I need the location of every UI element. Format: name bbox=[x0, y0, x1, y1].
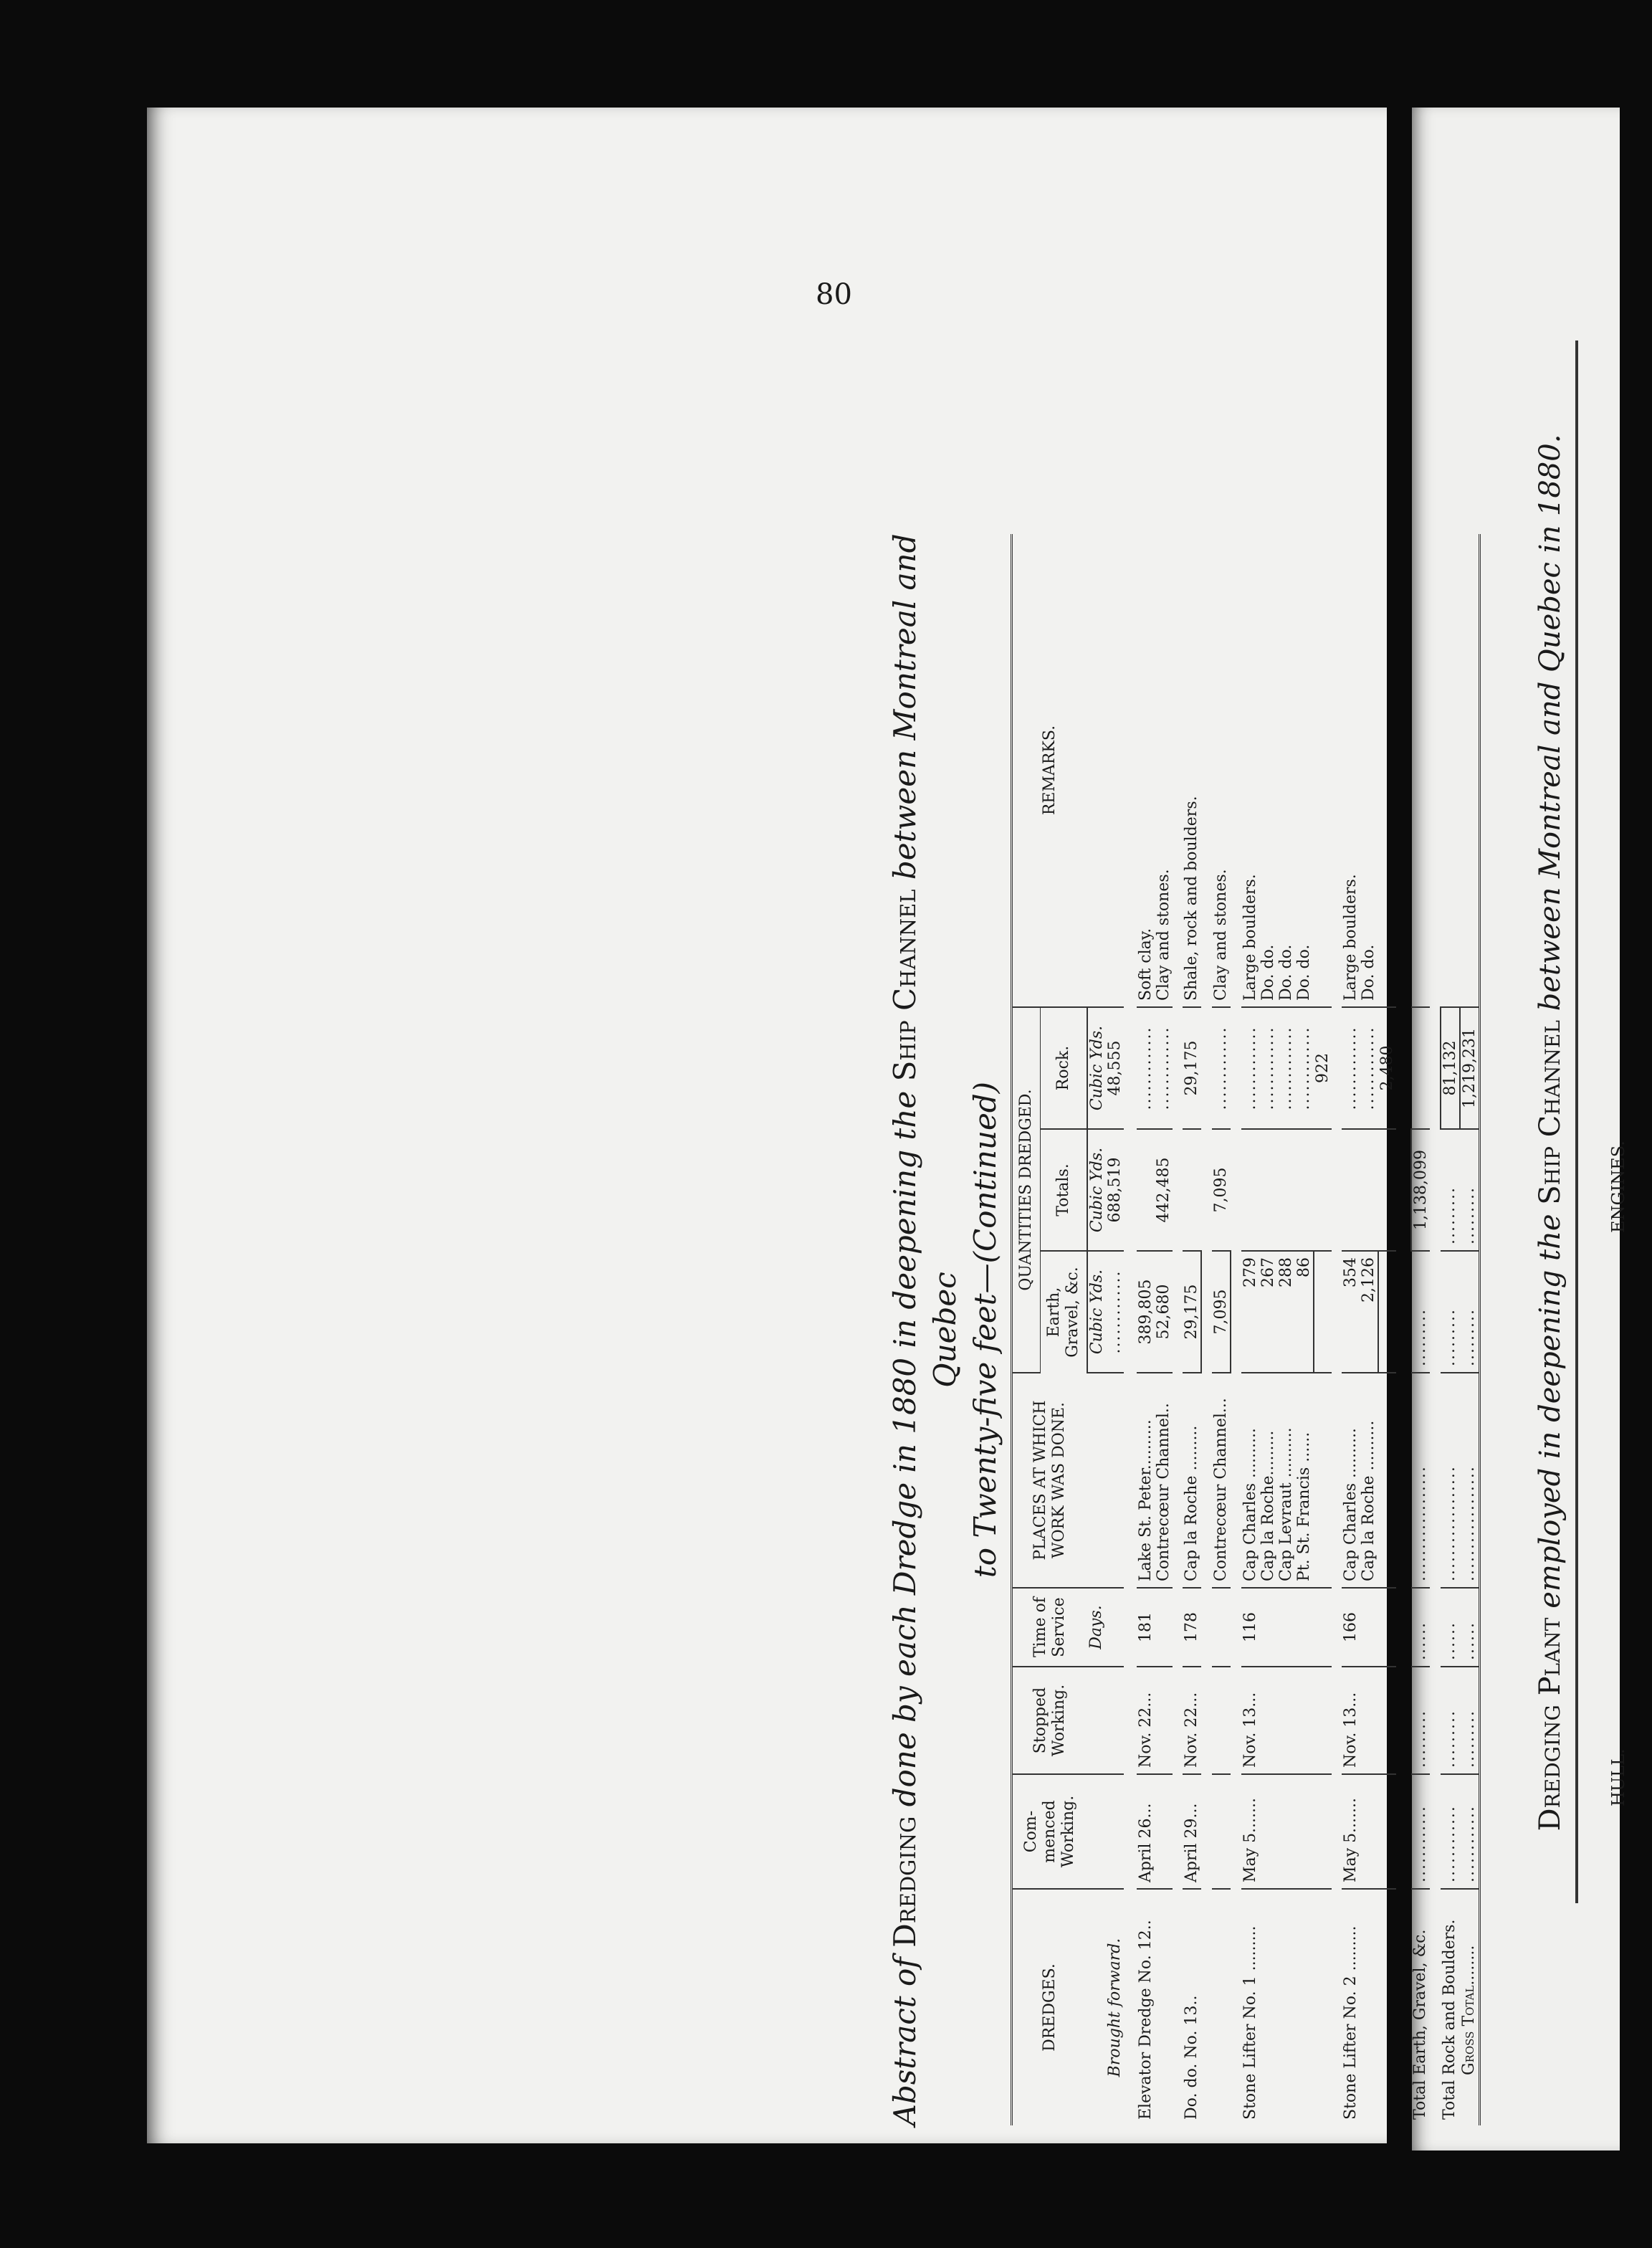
header-rock: Rock. bbox=[1041, 1007, 1088, 1129]
header-dredges: DREDGES. bbox=[1012, 1889, 1088, 2125]
gross-total-row: Gross Total........ ............ ......... ...... .................. ......... ......... 1,219,231 bbox=[1460, 534, 1480, 2125]
table-row: Pt. St. Francis ...... 86 ............. Do. do. bbox=[1295, 534, 1314, 2125]
right-page-rule bbox=[1575, 340, 1578, 1903]
header-quantities: QUANTITIES DREDGED. bbox=[1012, 1007, 1041, 1373]
table-row: Stone Lifter No. 2 ......... May 5....... Nov. 13... 166 Cap Charles .......... 354 ............. Large boulders. bbox=[1342, 534, 1360, 2125]
header-totals: Totals. bbox=[1041, 1129, 1088, 1251]
right-page-title: Dredging Plant employed in deepening the Ship Channel between Montreal and Quebec in 1880. bbox=[1534, 434, 1567, 1832]
header-places: PLACES AT WHICH WORK WAS DONE. bbox=[1012, 1373, 1088, 1588]
header-remarks: REMARKS. bbox=[1012, 534, 1088, 1007]
table-row: Elevator Dredge No. 12.. April 26... Nov. 22... 181 Lake St. Peter.......... 389,805 ............. Soft clay. bbox=[1137, 534, 1155, 2125]
unit-days: Days. bbox=[1087, 1588, 1106, 1667]
table-row: 922 bbox=[1314, 534, 1332, 2125]
table-row: Cap la Roche......... 267 ............. Do. do. bbox=[1259, 534, 1277, 2125]
table-row: Contrecœur Channel.. 52,680 442,485 ............. Clay and stones. bbox=[1155, 534, 1173, 2125]
table-row: Cap Levraut .......... 288 ............. Do. do. bbox=[1277, 534, 1295, 2125]
header-commenced: Com-menced Working. bbox=[1012, 1774, 1088, 1889]
header-earth: Earth, Gravel, &c. bbox=[1041, 1251, 1088, 1373]
right-page-headers: HULL. ENGINES. bbox=[1608, 1140, 1628, 1806]
unit-totals: Cubic Yds. bbox=[1087, 1129, 1106, 1251]
unit-earth: Cubic Yds. bbox=[1087, 1251, 1106, 1373]
unit-rock: Cubic Yds. bbox=[1087, 1007, 1106, 1129]
dredging-table bbox=[1011, 534, 1481, 2125]
units-row bbox=[1087, 534, 1106, 2125]
table-title bbox=[885, 527, 1006, 2133]
table-row: Stone Lifter No. 1 ......... May 5....... Nov. 13... 116 Cap Charles .......... 279 ............. Large boulders. bbox=[1241, 534, 1259, 2125]
table-row: 2,480 bbox=[1378, 534, 1396, 2125]
brought-forward-totals: 688,519 bbox=[1106, 1129, 1124, 1251]
header-stopped: Stopped Working. bbox=[1012, 1667, 1088, 1774]
table-row: Cap la Roche .......... 2,126 ............. Do. do. bbox=[1360, 534, 1378, 2125]
brought-forward-row: Brought forward. ............. 688,519 48,555 bbox=[1106, 534, 1124, 2125]
brought-forward-rock: 48,555 bbox=[1106, 1007, 1124, 1129]
title-line-1: Abstract of Dredging done by each Dredge in 1880 in deepening the Ship Channel between Montreal and Quebec bbox=[887, 533, 963, 2126]
brought-forward-label: Brought forward. bbox=[1106, 1938, 1124, 2077]
table-row: Do. do. No. 13.. April 29... Nov. 22... 178 Cap la Roche ......... 29,175 29,175 Shale, rock and boulders. bbox=[1183, 534, 1201, 2125]
title-line-2: to Twenty-five feet—(Continued) bbox=[968, 1081, 1003, 1578]
header-time: Time of Service bbox=[1012, 1588, 1088, 1667]
page-number: 80 bbox=[816, 278, 852, 311]
total-earth-row: Total Earth, Gravel, &c. ............ ......... ...... .................. ......... 1,138,099 bbox=[1411, 534, 1430, 2125]
total-rock-row: Total Rock and Boulders. ............ ......... ...... .................. ......... ......... 81,132 bbox=[1441, 534, 1460, 2125]
table-row: Contrecœur Channel... 7,095 7,095 ............. Clay and stones. bbox=[1212, 534, 1231, 2125]
